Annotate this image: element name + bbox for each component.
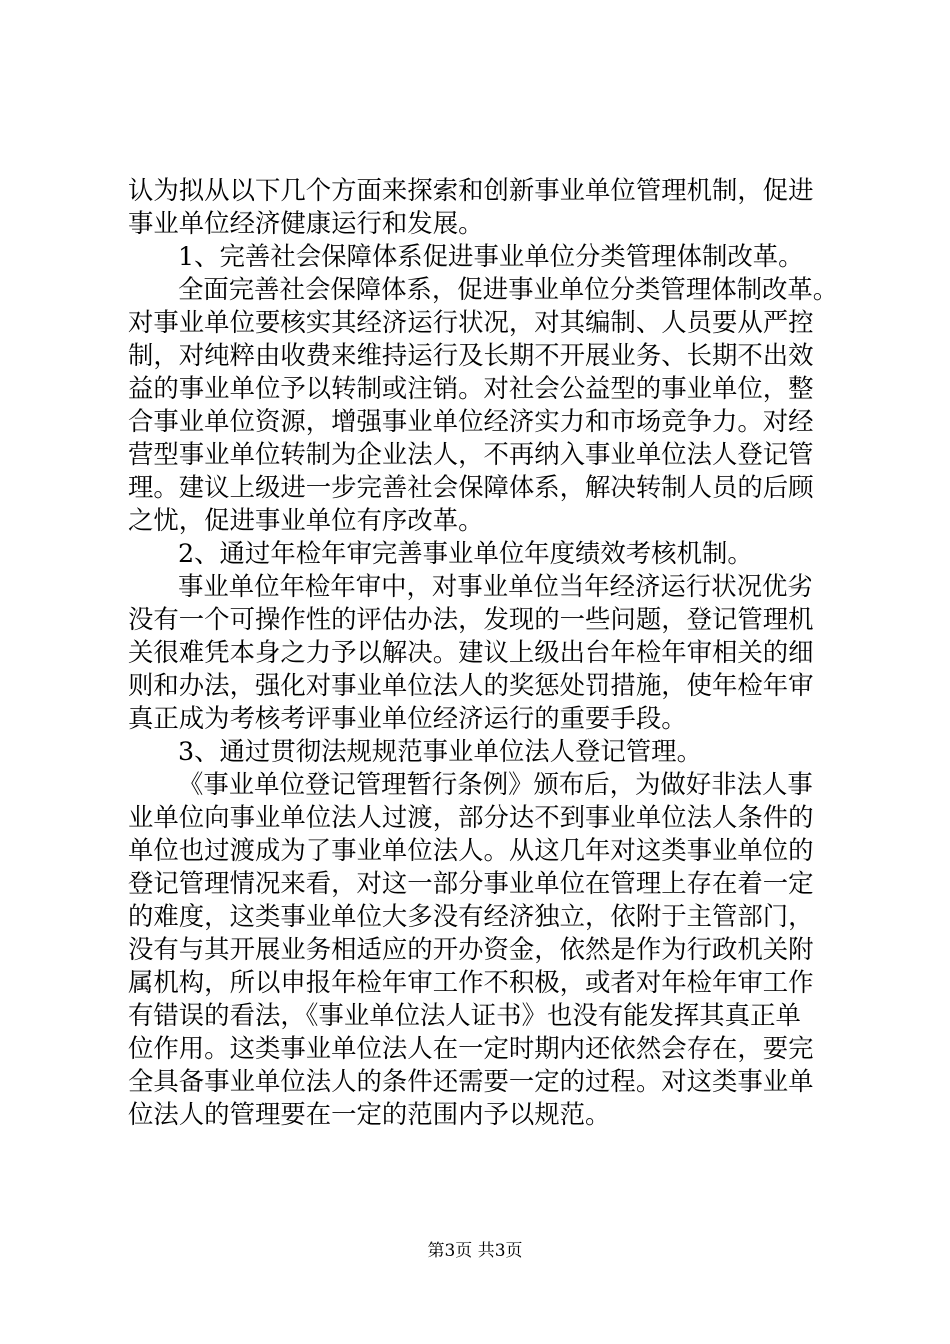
text-line: 位法人的管理要在一定的范围内予以规范。 — [128, 1099, 611, 1129]
text-line: 《事业单位登记管理暂行条例》颁布后，为做好非法人事 — [178, 769, 813, 799]
text-line: 属机构，所以申报年检年审工作不积极，或者对年检年审工作 — [128, 967, 814, 997]
text-line: 全具备事业单位法人的条件还需要一定的过程。对这类事业单 — [128, 1066, 814, 1096]
document-body — [128, 174, 839, 1131]
text-line: 事业单位经济健康运行和发展。 — [128, 208, 484, 238]
text-line: 理。建议上级进一步完善社会保障体系，解决转制人员的后顾 — [128, 472, 814, 502]
text-line: 制，对纯粹由收费来维持运行及长期不开展业务、长期不出效 — [128, 340, 814, 370]
text-line: 营型事业单位转制为企业法人，不再纳入事业单位法人登记管 — [128, 439, 814, 469]
text-line: 单位也过渡成为了事业单位法人。从这几年对这类事业单位的 — [128, 835, 814, 865]
text-line: 有错误的看法，《事业单位法人证书》也没有能发挥其真正单 — [128, 1000, 801, 1030]
text-line: 认为拟从以下几个方面来探索和创新事业单位管理机制，促进 — [128, 175, 814, 205]
text-line: 关很难凭本身之力予以解决。建议上级出台年检年审相关的细 — [128, 637, 814, 667]
text-line: 的难度，这类事业单位大多没有经济独立，依附于主管部门， — [128, 901, 814, 931]
text-line: 对事业单位要核实其经济运行状况，对其编制、人员要从严控 — [128, 307, 814, 337]
text-line: 3、通过贯彻法规规范事业单位法人登记管理。 — [178, 736, 702, 766]
text-line: 2、通过年检年审完善事业单位年度绩效考核机制。 — [178, 538, 753, 568]
text-line: 登记管理情况来看，对这一部分事业单位在管理上存在着一定 — [128, 868, 814, 898]
text-line: 合事业单位资源，增强事业单位经济实力和市场竞争力。对经 — [128, 406, 814, 436]
text-line: 位作用。这类事业单位法人在一定时期内还依然会存在，要完 — [128, 1033, 814, 1063]
text-line: 之忧，促进事业单位有序改革。 — [128, 505, 484, 535]
page-footer: 第3页 共3页 — [427, 1241, 523, 1261]
text-line: 益的事业单位予以转制或注销。对社会公益型的事业单位，整 — [128, 373, 814, 403]
text-line: 没有与其开展业务相适应的开办资金，依然是作为行政机关附 — [128, 934, 814, 964]
text-line: 1、完善社会保障体系促进事业单位分类管理体制改革。 — [178, 241, 804, 271]
text-line: 则和办法，强化对事业单位法人的奖惩处罚措施，使年检年审 — [128, 670, 814, 700]
text-line: 没有一个可操作性的评估办法，发现的一些问题，登记管理机 — [128, 604, 814, 634]
text-line: 真正成为考核考评事业单位经济运行的重要手段。 — [128, 703, 687, 733]
text-line: 事业单位年检年审中，对事业单位当年经济运行状况优劣 — [178, 571, 813, 601]
text-line: 全面完善社会保障体系，促进事业单位分类管理体制改革。 — [178, 274, 839, 304]
text-line: 业单位向事业单位法人过渡，部分达不到事业单位法人条件的 — [128, 802, 814, 832]
